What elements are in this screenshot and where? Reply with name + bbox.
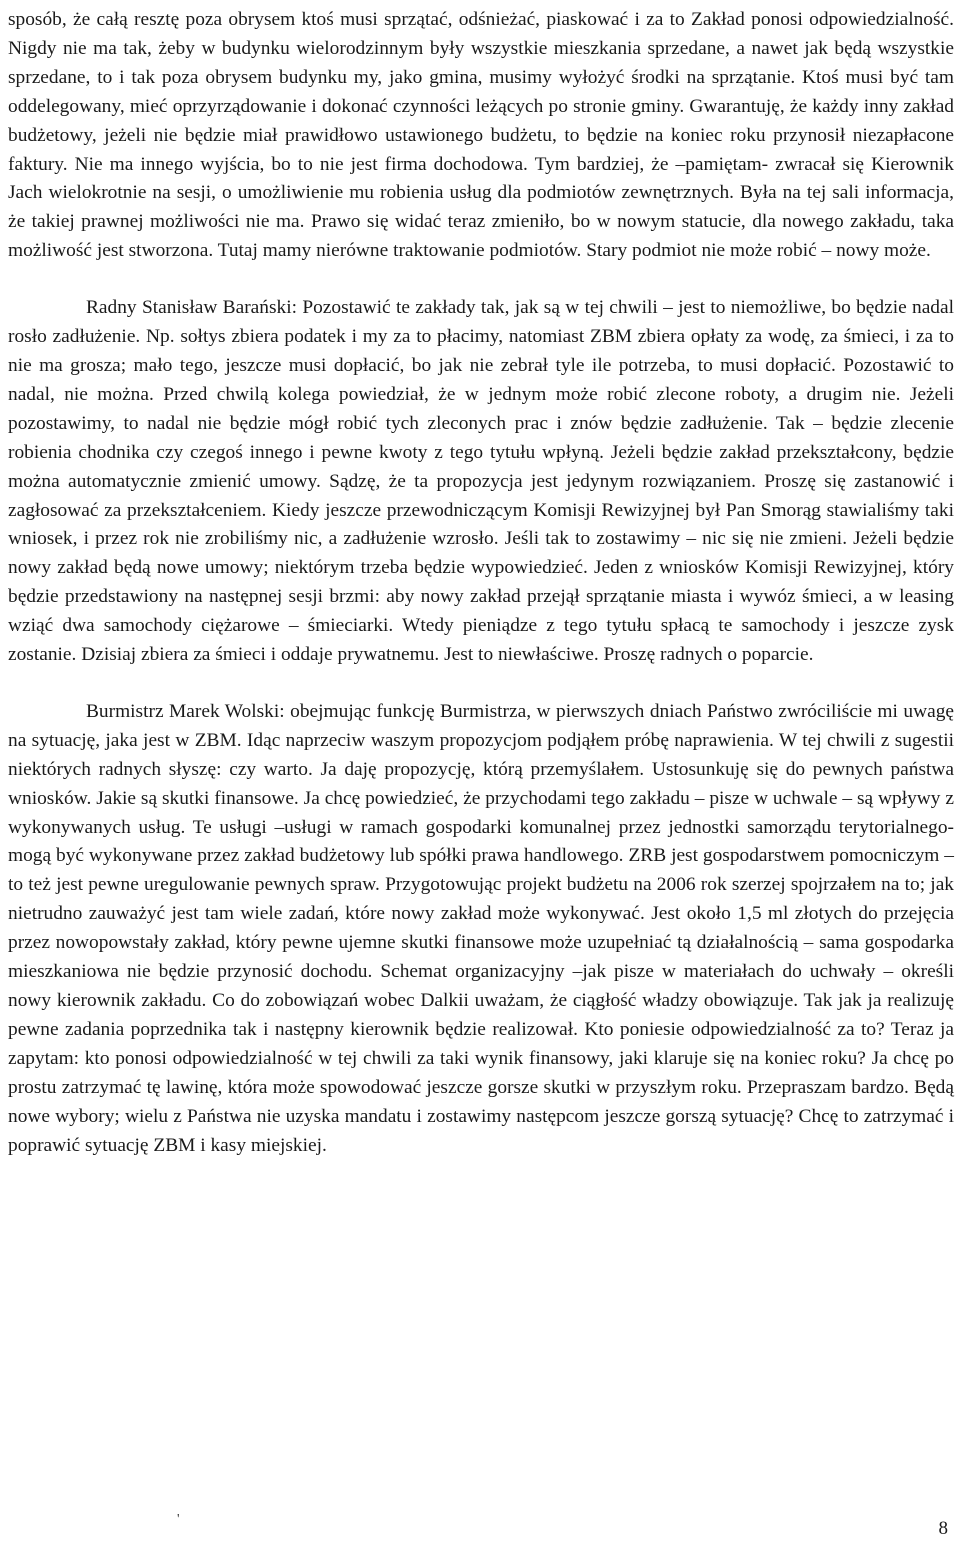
paragraph-text: obejmując funkcję Burmistrza, w pierwszych dniach Państwo zwróciliście mi uwagę na sytuację, jaka jest w ZBM. Idąc naprzeciw waszym propozycjom podjąłem próbę naprawienia. W tej chwili z sugestii niektórych radnych słyszę: czy warto. Ja daję propozycję, którą przemyślałem. Ustosunkuję się do pewnych państwa wniosków. Jakie są skutki finansowe. Ja chcę powiedzieć, że przychodami tego zakładu – pisze w uchwale – są wpływy z wykonywanych usług. Te usługi –usługi w ramach gospodarki komunalnej przez jednostki samorządu terytorialnego- mogą być wykonywane przez zakład budżetowy lub spółki prawa handlowego. ZRB jest gospodarstwem pomocniczym – to też jest pewne uregulowanie pewnych spraw. Przygotowując projekt budżetu na 2006 rok szerzej spojrzałem na to; jak nietrudno zauważyć jest tam wiele zadań, które nowy zakład może wykonywać. Jest około 1,5 ml złotych do przejęcia przez nowopowstały zakład, który pewne ujemne skutki finansowe może uzupełniać tą działalnością – sama gospodarka mieszkaniowa nie będzie przynosić dochodu. Schemat organizacyjny –jak pisze w materiałach do uchwały – określi nowy kierownik zakładu. Co do zobowiązań wobec Dalkii uważam, że ciągłość władzy obowiązuje. Tak jak ja realizuję pewne zadania poprzednika tak i następny kierownik będzie realizował. Kto poniesie odpowiedzialność za to? Teraz ja zapytam: kto ponosi odpowiedzialność w tej chwili za taki wynik finansowy, jaki klaruje się na koniec roku? Ja chcę po prostu zatrzymać tę lawinę, która może spowodować jeszcze gorsze skutki w przyszłym roku. Przepraszam bardzo. Będą nowe wybory; wielu z Państwa nie uzyska mandatu i zostawimy następcom jeszcze gorszą sytuację? Chcę to zatrzymać i poprawić sytuację ZBM i kasy miejskiej.: [8, 700, 954, 1156]
stray-mark: ': [177, 1512, 180, 1527]
paragraph-continuation: [8, 6, 954, 266]
paragraph-baranski: [8, 294, 954, 670]
paragraph-text: Pozostawić te zakłady tak, jak są w tej chwili – jest to niemożliwe, bo będzie nadal rosło zadłużenie. Np. sołtys zbiera podatek i my za to płacimy, natomiast ZBM zbiera opłaty za wodę, za śmieci, i za to nie ma grosza; mało tego, jeszcze musi dopłacić, bo jak nie zebrał tyle ile potrzeba, to musi dopłacić. Pozostawić to nadal, nie można. Przed chwilą kolega powiedział, że w jednym może robić zlecone roboty, a drugim nie. Jeżeli pozostawimy, to nadal nie będzie mógł robić tych zleconych prac i znów będzie zadłużenie. Tak – będzie zlecenie robienia chodnika czy czegoś innego i pewne kwoty z tego tytułu wpłyną. Jeżeli będzie zakład przekształcony, będzie można automatycznie zmienić umowy. Sądzę, że ta propozycja jest jedynym rozwiązaniem. Proszę się zastanowić i zagłosować za przekształceniem. Kiedy jeszcze przewodniczącym Komisji Rewizyjnej był Pan Smorąg stawialiśmy taki wniosek, i przez rok nie zrobiliśmy nic, a zadłużenie wzrosło. Jeśli tak to zostawimy – nic się nie zmieni. Jeżeli będzie nowy zakład będą nowe umowy; niektórym trzeba będzie wypowiedzieć. Jeden z wniosków Komisji Rewizyjnej, który będzie przedstawiony na następnej sesji brzmi: aby nowy zakład przejął sprzątanie miasta i wywóz śmieci, a w leasing wziąć dwa samochody ciężarowe – śmieciarki. Wtedy pieniądze z tego tytułu spłacą te samochody i jeszcze zysk zostanie. Dzisiaj zbiera za śmieci i oddaje prywatnemu. Jest to niewłaściwe. Proszę radnych o poparcie.: [8, 297, 954, 666]
paragraph-wolski: [8, 698, 954, 1161]
paragraph-text: sposób, że całą resztę poza obrysem ktoś musi sprzątać, odśnieżać, piaskować i za to Zakład ponosi odpowiedzialność. Nigdy nie ma tak, żeby w budynku wielorodzinnym były wszystkie mieszkania sprzedane, a nawet jak będą wszystkie sprzedane, to i tak poza obrysem budynku my, jako gmina, musimy wyłożyć środki na sprzątanie. Ktoś musi być tam oddelegowany, mieć oprzyrządowanie i dokonać czynności leżących po stronie gminy. Gwarantuję, że każdy inny zakład budżetowy, jeżeli nie będzie miał prawidłowo ustawionego budżetu, to będzie na koniec roku przynosił niezapłacone faktury. Nie ma innego wyjścia, bo to nie jest firma dochodowa. Tym bardziej, że –pamiętam- zwracał się Kierownik Jach wielokrotnie na sesji, o umożliwienie mu robienia usług dla podmiotów zewnętrznych. Była na tej sali informacja, że takiej prawnej możliwości nie ma. Prawo się widać teraz zmieniło, bo w nowym statucie, dla nowego zakładu, taka możliwość jest stworzona. Tutaj mamy nierówne traktowanie podmiotów. Stary podmiot nie może robić – nowy może.: [8, 9, 954, 262]
speaker-name: Burmistrz Marek Wolski:: [86, 700, 285, 722]
speaker-name: Radny Stanisław Barański:: [86, 297, 297, 319]
page-number: 8: [938, 1518, 948, 1539]
